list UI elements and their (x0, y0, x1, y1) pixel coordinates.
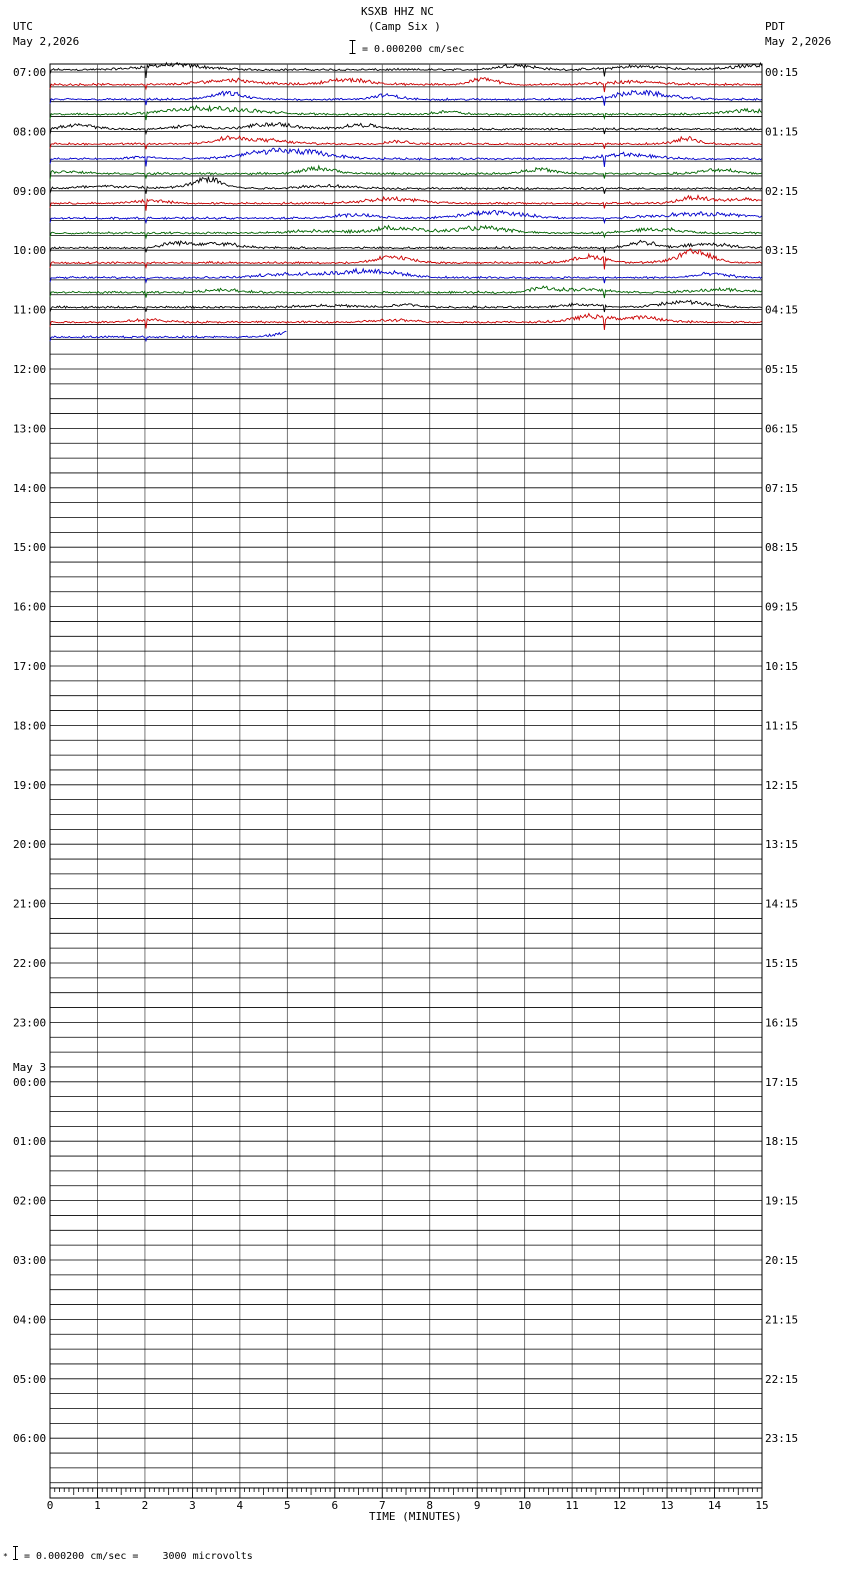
left-hour-label: 03:00 (13, 1254, 47, 1267)
calibration-text: = 0.000200 cm/sec = 3000 microvolts (24, 1551, 253, 1562)
right-hour-label: 10:15 (765, 660, 799, 673)
left-hour-label: 12:00 (13, 363, 47, 376)
left-hour-label: 02:00 (13, 1194, 47, 1208)
right-hour-label: 14:15 (765, 897, 799, 911)
x-tick-label: 13 (660, 1499, 674, 1512)
left-hour-label: 09:00 (13, 184, 47, 198)
left-hour-label: 07:00 (13, 66, 47, 79)
seismic-trace (50, 78, 762, 92)
x-axis-label: TIME (MINUTES) (369, 1510, 462, 1523)
x-tick-label: 1 (94, 1499, 101, 1512)
left-hour-label: 20:00 (13, 838, 47, 852)
x-tick-label: 9 (473, 1499, 481, 1512)
x-tick-label: 7 (378, 1499, 386, 1512)
left-hour-label: 19:00 (13, 778, 47, 792)
seismic-trace (50, 106, 762, 120)
seismic-trace (50, 249, 762, 270)
x-tick-label: 3 (189, 1499, 196, 1512)
x-tick-label: 0 (46, 1499, 54, 1512)
right-hour-label: 11:15 (765, 719, 799, 733)
right-hour-label: 05:15 (765, 363, 799, 376)
x-tick-label: 14 (707, 1499, 722, 1512)
left-hour-label: 01:00 (13, 1135, 47, 1149)
left-date-label: May 2,2026 (13, 35, 80, 48)
right-hour-label: 03:15 (765, 244, 799, 258)
seismic-trace (50, 177, 762, 194)
x-tick-label: 4 (236, 1499, 244, 1512)
seismic-trace (50, 63, 762, 78)
right-zone-label: PDT (765, 20, 785, 33)
x-tick-label: 5 (284, 1499, 291, 1512)
right-hour-label: 18:15 (765, 1135, 799, 1149)
right-hour-label: 08:15 (765, 541, 799, 555)
seismic-trace (50, 90, 762, 105)
seismic-trace (50, 136, 762, 149)
left-hour-label: 16:00 (13, 600, 47, 614)
x-tick-label: 2 (141, 1499, 149, 1512)
x-tick-label: 15 (755, 1499, 769, 1512)
left-hour-label: 04:00 (13, 1313, 47, 1327)
station-title: KSXB HHZ NC (361, 5, 434, 18)
right-hour-label: 01:15 (765, 125, 799, 139)
seismic-trace (50, 314, 762, 330)
right-hour-label: 04:15 (765, 303, 799, 317)
left-hour-label: 18:00 (13, 719, 47, 733)
right-date-label: May 2,2026 (765, 35, 832, 48)
left-hour-label: 05:00 (13, 1372, 47, 1386)
right-hour-label: 13:15 (765, 838, 799, 852)
seismic-trace (50, 269, 762, 284)
right-hour-label: 19:15 (765, 1194, 799, 1208)
plot-frame (50, 64, 762, 1498)
date-change-label: May 3 (13, 1060, 47, 1074)
left-hour-label: 10:00 (13, 244, 47, 258)
right-hour-label: 15:15 (765, 957, 799, 970)
x-tick-label: 12 (612, 1499, 627, 1512)
scale-text: = 0.000200 cm/sec (362, 44, 465, 55)
right-hour-label: 23:15 (765, 1432, 799, 1446)
seismic-trace (50, 300, 762, 312)
seismic-trace (50, 286, 762, 298)
seismic-trace (50, 148, 762, 167)
right-hour-label: 09:15 (765, 600, 799, 614)
left-zone-label: UTC (13, 20, 33, 33)
left-hour-label: 15:00 (13, 541, 47, 555)
seismic-trace (50, 196, 762, 211)
left-hour-label: 21:00 (13, 897, 47, 911)
right-hour-label: 06:15 (765, 422, 799, 436)
left-hour-label: 06:00 (13, 1432, 47, 1446)
left-hour-label: 11:00 (13, 303, 47, 317)
calibration-marker-icon (3, 1545, 19, 1561)
right-hour-label: 16:15 (765, 1016, 799, 1030)
right-hour-label: 07:15 (765, 481, 799, 495)
seismic-trace (50, 210, 762, 223)
left-hour-label: 14:00 (13, 481, 47, 495)
x-tick-label: 10 (518, 1499, 532, 1512)
left-hour-label: 08:00 (13, 125, 47, 139)
svg-text:*: * (3, 1552, 8, 1561)
right-hour-label: 02:15 (765, 184, 799, 198)
right-hour-label: 12:15 (765, 778, 799, 792)
left-hour-label: 00:00 (13, 1075, 47, 1089)
site-subtitle: (Camp Six ) (368, 20, 441, 33)
left-hour-label: 17:00 (13, 660, 47, 673)
seismic-trace (50, 226, 762, 238)
seismic-trace (50, 123, 762, 135)
left-hour-label: 22:00 (13, 957, 47, 970)
left-hour-label: 13:00 (13, 422, 47, 436)
x-tick-label: 6 (331, 1499, 339, 1512)
seismic-trace (50, 166, 762, 181)
right-hour-label: 00:15 (765, 66, 799, 79)
x-tick-label: 11 (565, 1499, 579, 1512)
right-hour-label: 21:15 (765, 1313, 799, 1327)
x-tick-label: 8 (426, 1499, 434, 1512)
seismic-trace (50, 240, 762, 252)
left-hour-label: 23:00 (13, 1016, 47, 1030)
seismic-trace (50, 331, 286, 341)
right-hour-label: 17:15 (765, 1075, 799, 1089)
right-hour-label: 20:15 (765, 1254, 799, 1267)
right-hour-label: 22:15 (765, 1372, 799, 1386)
